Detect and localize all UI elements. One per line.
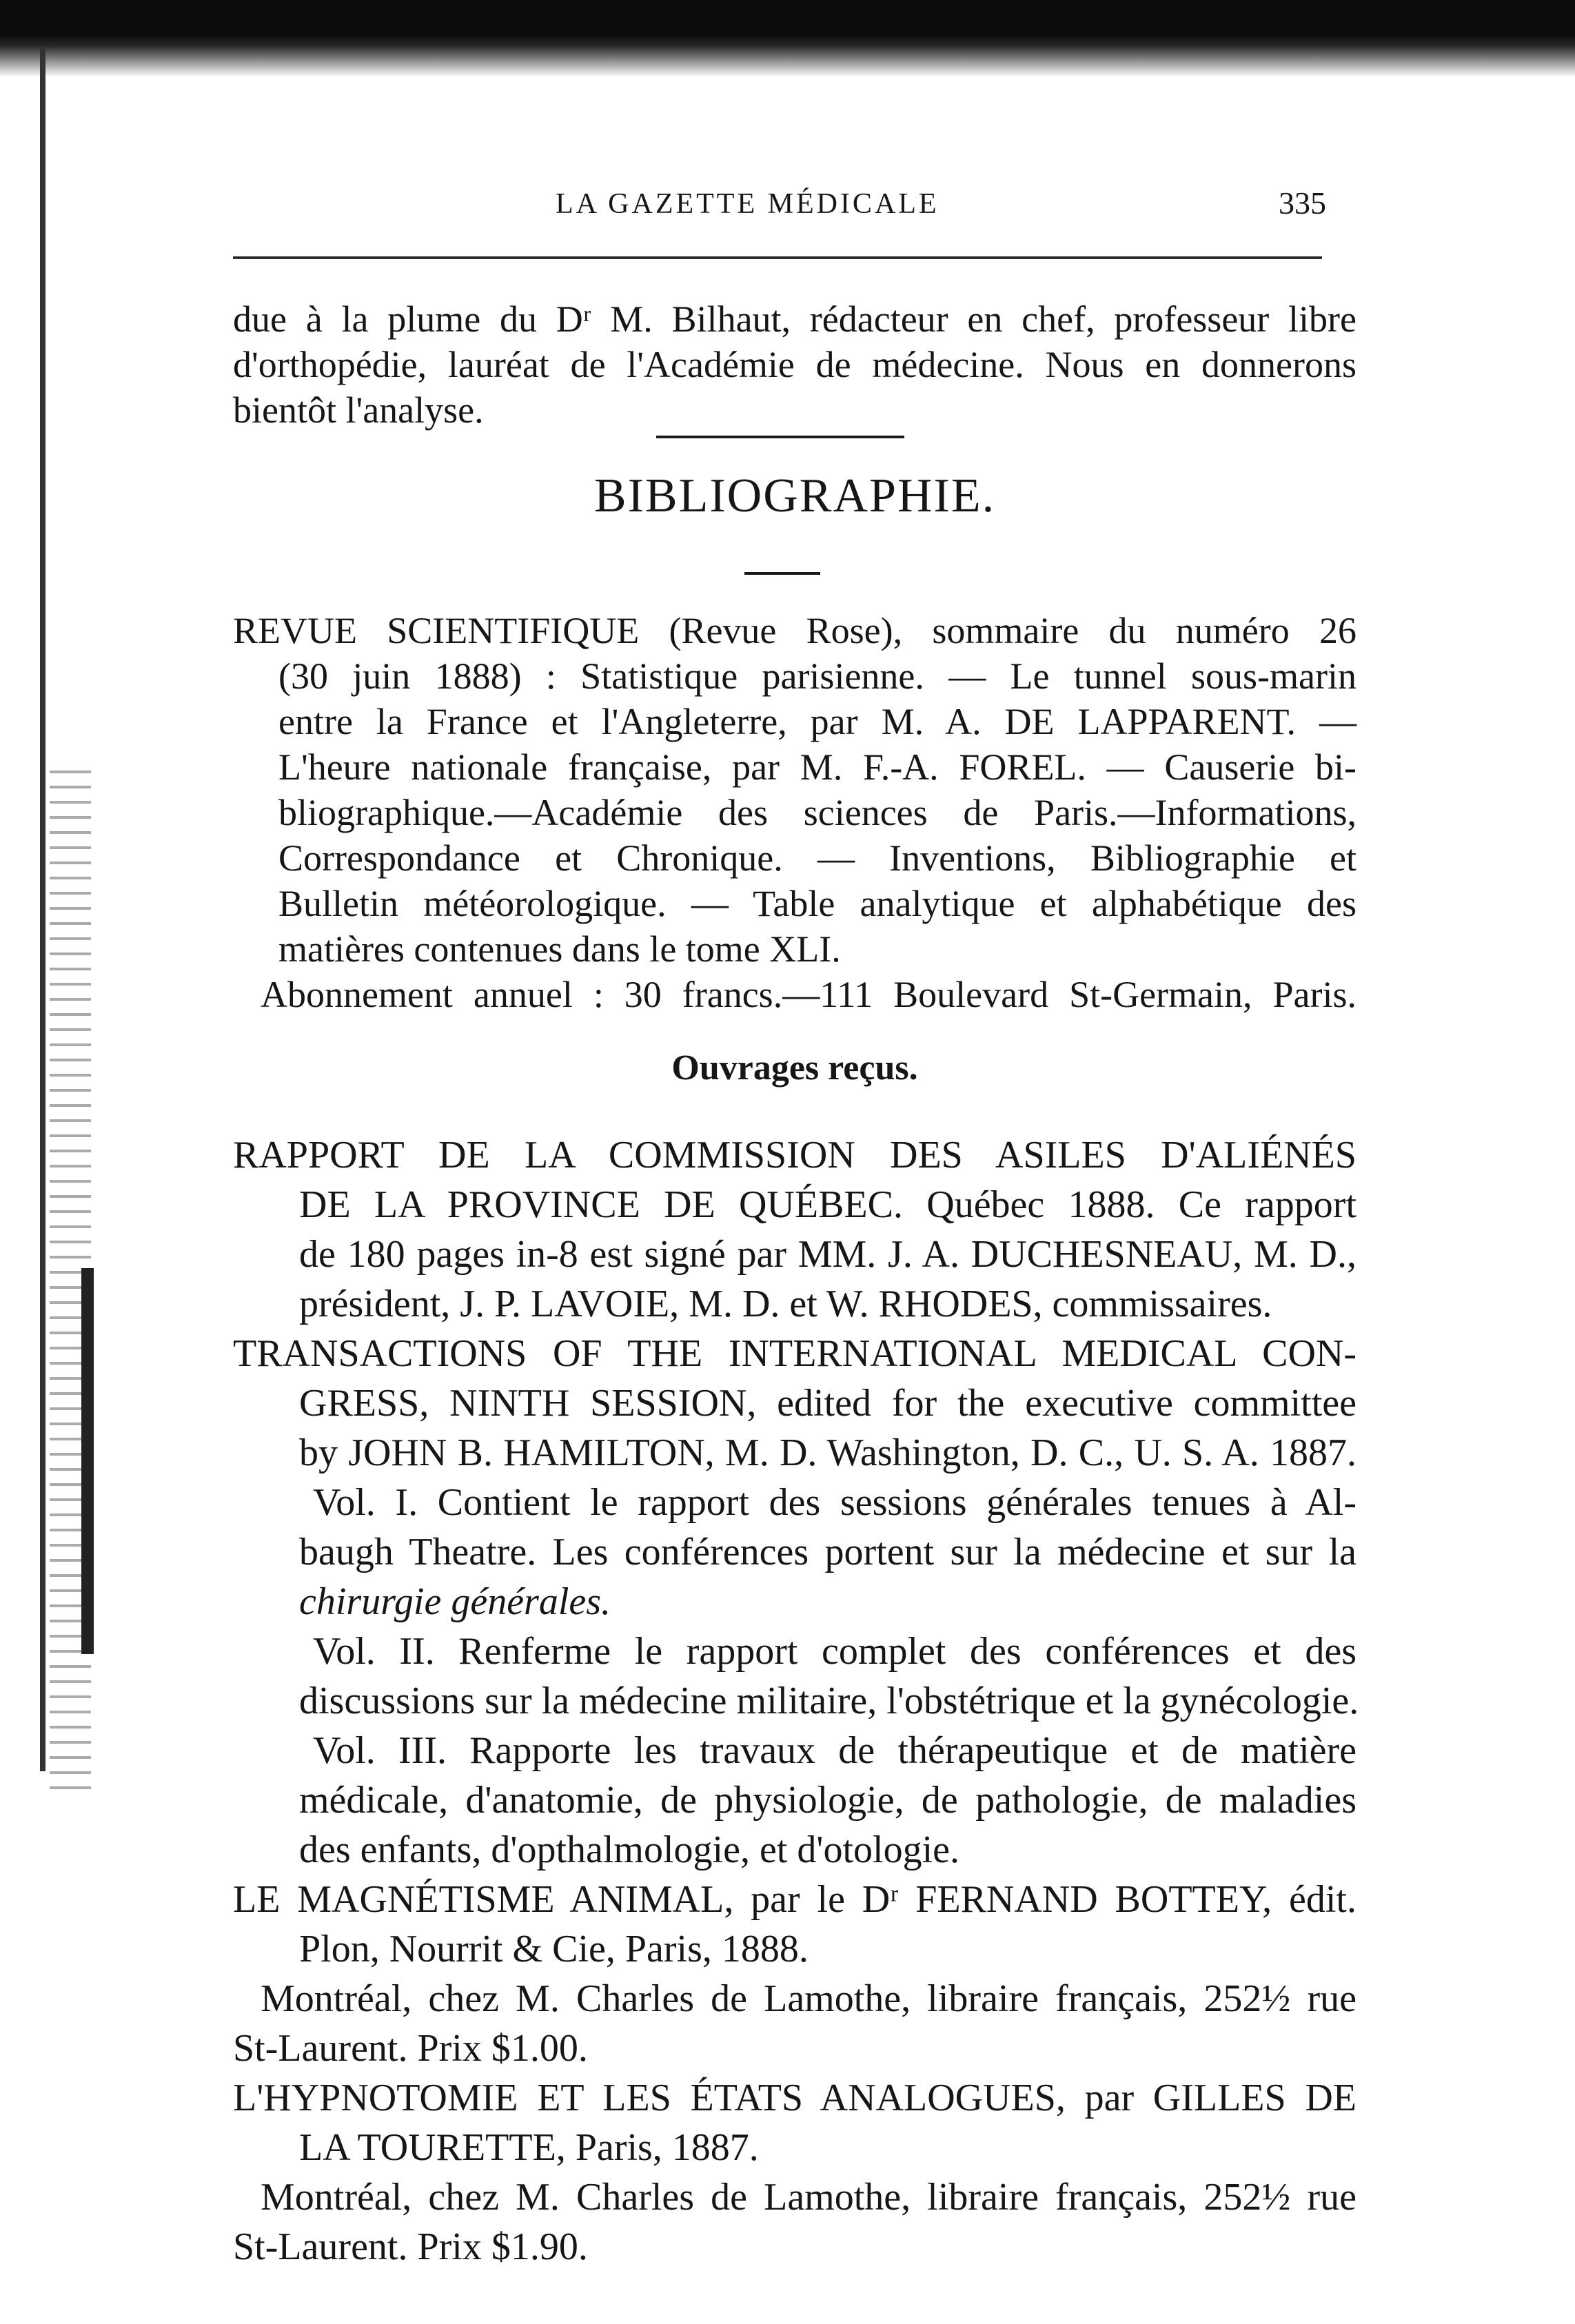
scan-top-shadow — [0, 36, 1575, 77]
entry-line: by JOHN B. HAMILTON, M. D. Washington, D. C., U. S. A. 1887. — [299, 1431, 1356, 1474]
entry-line: président, J. P. LAVOIE, M. D. et W. RHODES, commissaires. — [299, 1283, 1272, 1325]
intro-line: d'orthopédie, lauréat de l'Académie de médecine. Nous en donnerons — [233, 344, 1356, 385]
intro-line: due à la plume du Dʳ M. Bilhaut, rédacteur en chef, professeur libre — [233, 298, 1356, 340]
entry-line: Plon, Nourrit & Cie, Paris, 1888. — [299, 1928, 809, 1970]
entry-line: des enfants, d'opthalmologie, et d'otologie. — [299, 1828, 959, 1871]
section-title: BIBLIOGRAPHIE. — [593, 469, 996, 522]
entry-line: St-Laurent. Prix $1.90. — [233, 2225, 588, 2268]
section-rule — [656, 436, 904, 438]
subscription-line: Abonnement annuel : 30 francs.—111 Boulevard St-Germain, Paris. — [261, 974, 1356, 1015]
running-header: LA GAZETTE MÉDICALE — [556, 188, 939, 220]
entry-line: LE MAGNÉTISME ANIMAL, par le Dʳ FERNAND BOTTEY, édit. — [233, 1878, 1356, 1921]
entry-line: St-Laurent. Prix $1.00. — [233, 2027, 588, 2070]
revue-line: bliographique.—Académie des sciences de Paris.—Informations, — [278, 792, 1356, 833]
entry-line: DE LA PROVINCE DE QUÉBEC. Québec 1888. Ce rapport — [299, 1183, 1356, 1226]
ouvrages-heading: Ouvrages reçus. — [671, 1048, 918, 1088]
header-rule — [233, 256, 1322, 259]
revue-line: (30 juin 1888) : Statistique parisienne. — Le tunnel sous-marin — [278, 655, 1356, 697]
entry-line: discussions sur la médecine militaire, l'obstétrique et la gynécologie. — [299, 1680, 1359, 1722]
binding-shadow — [81, 1268, 94, 1654]
entry-line: Vol. III. Rapporte les travaux de thérapeutique et de matière — [313, 1729, 1356, 1772]
entry-line: Vol. II. Renferme le rapport complet des conférences et des — [313, 1630, 1356, 1673]
revue-line: entre la France et l'Angleterre, par M. A. DE LAPPARENT. — — [278, 701, 1356, 742]
entry-line: Montréal, chez M. Charles de Lamothe, libraire français, 252½ rue — [261, 1977, 1356, 2020]
entry-line: RAPPORT DE LA COMMISSION DES ASILES D'ALIÉNÉS — [233, 1134, 1356, 1176]
ouvrages-list — [233, 1130, 1359, 2272]
revue-entry — [233, 608, 1356, 1017]
revue-line: Bulletin météorologique. — Table analytique et alphabétique des — [278, 883, 1356, 924]
entry-line: TRANSACTIONS OF THE INTERNATIONAL MEDICAL CON- — [233, 1332, 1356, 1375]
entry-line: Vol. I. Contient le rapport des sessions générales tenues à Al- — [313, 1481, 1356, 1524]
entry-line: L'HYPNOTOMIE ET LES ÉTATS ANALOGUES, par GILLES DE — [233, 2077, 1356, 2119]
entry-line: LA TOURETTE, Paris, 1887. — [299, 2126, 759, 2169]
revue-line: L'heure nationale française, par M. F.-A. FOREL. — Causerie bi- — [278, 746, 1356, 788]
scan-top-edge — [0, 0, 1575, 36]
intro-line: bientôt l'analyse. — [233, 389, 484, 431]
revue-line: REVUE SCIENTIFIQUE (Revue Rose), sommaire du numéro 26 — [233, 610, 1356, 651]
title-rule — [744, 572, 820, 575]
page-number: 335 — [1279, 185, 1326, 221]
entry-line: de 180 pages in-8 est signé par MM. J. A. DUCHESNEAU, M. D., — [299, 1233, 1356, 1276]
entry-line: baugh Theatre. Les conférences portent sur la médecine et sur la — [299, 1531, 1356, 1573]
entry-line: chirurgie générales. — [299, 1580, 611, 1623]
entry-line: médicale, d'anatomie, de physiologie, de pathologie, de maladies — [299, 1779, 1356, 1822]
revue-line: Correspondance et Chronique. — Inventions, Bibliographie et — [278, 837, 1356, 879]
entry-line: GRESS, NINTH SESSION, edited for the executive committee — [299, 1382, 1356, 1425]
entry-line: Montréal, chez M. Charles de Lamothe, libraire français, 252½ rue — [261, 2176, 1356, 2219]
intro-paragraph — [233, 296, 1356, 433]
revue-line: matières contenues dans le tome XLI. — [278, 928, 841, 970]
binding-edge — [40, 48, 45, 1771]
